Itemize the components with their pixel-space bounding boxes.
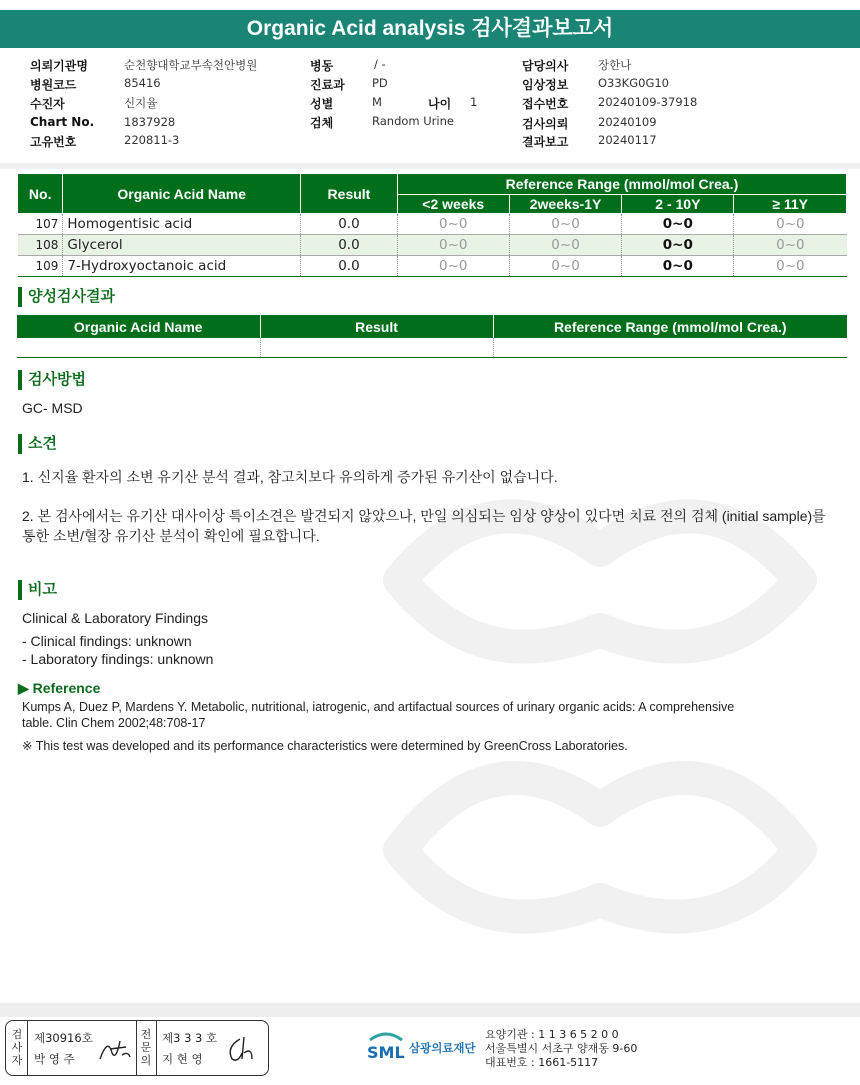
finding-2a: 2. 본 검사에서는 유기산 대사이상 특이소견은 발견되지 않았으나, 만일 의심되는 임상 양상이 있다면 치료 전의 검체 (initial sample)를 bbox=[22, 508, 826, 524]
col-ref-2w1y: 2weeks-1Y bbox=[509, 195, 622, 214]
row-ref-active: 0~0 bbox=[622, 235, 734, 256]
examiner-signature bbox=[96, 1031, 132, 1065]
examiner-no: 제30916호 bbox=[34, 1031, 93, 1045]
row-ref: 0~0 bbox=[509, 214, 622, 235]
method-text: GC- MSD bbox=[22, 400, 83, 416]
row-no: 108 bbox=[18, 235, 63, 256]
examiner-name: 박 영 주 bbox=[34, 1052, 75, 1066]
hospital-code-label: 병원코드 bbox=[30, 78, 77, 92]
divider bbox=[0, 163, 860, 169]
report-title: Organic Acid analysis 검사결과보고서 bbox=[0, 10, 860, 48]
row-result: 0.0 bbox=[301, 256, 398, 277]
sml-brand: SML bbox=[367, 1043, 405, 1062]
row-no: 109 bbox=[18, 256, 63, 277]
signature-box bbox=[5, 1020, 269, 1076]
method-title: 검사방법 bbox=[18, 370, 86, 390]
receipt-no-label: 접수번호 bbox=[522, 97, 569, 111]
results-table bbox=[17, 173, 847, 277]
sml-logo-icon bbox=[366, 1030, 406, 1064]
examiner-label-text: 검사자 bbox=[11, 1028, 23, 1067]
unique-no-label: 고유번호 bbox=[30, 135, 77, 149]
positive-table bbox=[17, 315, 847, 358]
col-ref-2-10y: 2 - 10Y bbox=[622, 195, 734, 214]
age-value: 1 bbox=[470, 95, 478, 109]
report-date-label: 결과보고 bbox=[522, 135, 569, 149]
confirmer-name: 지 현 영 bbox=[162, 1052, 203, 1066]
clinical-info-value: O33KG0G10 bbox=[598, 76, 669, 90]
table-row bbox=[18, 214, 847, 235]
divider bbox=[27, 1021, 28, 1075]
col-ref-ge11y: ≥ 11Y bbox=[734, 195, 847, 214]
findings-title: 소견 bbox=[18, 434, 57, 454]
pos-col-result: Result bbox=[260, 315, 493, 338]
ward-value: / - bbox=[374, 57, 386, 71]
examiner-label bbox=[9, 1028, 25, 1067]
patient-label: 수진자 bbox=[30, 97, 65, 111]
table-row bbox=[18, 235, 847, 256]
reference-body bbox=[22, 699, 812, 731]
positive-title: 양성검사결과 bbox=[18, 287, 115, 307]
sex-value: M bbox=[372, 95, 382, 109]
doctor-label: 담당의사 bbox=[522, 59, 569, 73]
row-ref: 0~0 bbox=[509, 235, 622, 256]
hospital-value: 순천향대학교부속천안병원 bbox=[124, 58, 258, 72]
disclaimer-note: ※ This test was developed and its performance characteristics were determined by GreenCross Laboratories. bbox=[22, 739, 628, 753]
hospital-label: 의뢰기관명 bbox=[30, 59, 88, 73]
col-result: Result bbox=[301, 174, 398, 214]
doctor-value: 장한나 bbox=[598, 58, 632, 72]
divider bbox=[136, 1021, 137, 1075]
patient-info bbox=[0, 48, 860, 164]
divider bbox=[156, 1021, 157, 1075]
chart-no-label: Chart No. bbox=[30, 115, 95, 129]
confirmer-label bbox=[138, 1028, 154, 1067]
reference-line-1: Kumps A, Duez P, Mardens Y. Metabolic, nutritional, iatrogenic, and artifactual sources of urinary organic acids: A comprehensive bbox=[22, 700, 735, 714]
reference-title: ▶ Reference bbox=[18, 680, 101, 696]
row-ref: 0~0 bbox=[397, 214, 509, 235]
row-name: Glycerol bbox=[63, 235, 301, 256]
row-result: 0.0 bbox=[301, 235, 398, 256]
department-value: PD bbox=[372, 76, 388, 90]
row-ref: 0~0 bbox=[509, 256, 622, 277]
laboratory-findings: - Laboratory findings: unknown bbox=[22, 651, 214, 667]
row-ref: 0~0 bbox=[397, 235, 509, 256]
hospital-code-value: 85416 bbox=[124, 76, 161, 90]
facility-code: 요양기관 : 1 1 3 6 5 2 0 0 bbox=[485, 1028, 619, 1041]
pos-col-name: Organic Acid Name bbox=[17, 315, 260, 338]
ward-label: 병동 bbox=[310, 59, 334, 73]
sex-label: 성별 bbox=[310, 97, 334, 111]
specimen-label: 검체 bbox=[310, 116, 334, 130]
row-ref-active: 0~0 bbox=[622, 256, 734, 277]
confirmer-signature bbox=[224, 1033, 260, 1065]
footer-info bbox=[485, 1028, 637, 1070]
row-no: 107 bbox=[18, 214, 63, 235]
request-date-label: 검사의뢰 bbox=[522, 117, 569, 131]
col-name: Organic Acid Name bbox=[63, 174, 301, 214]
org-name: 삼광의료재단 bbox=[409, 1041, 476, 1055]
confirmer-label-text: 전문의 bbox=[140, 1028, 152, 1067]
col-no: No. bbox=[18, 174, 63, 214]
reference-line-2: table. Clin Chem 2002;48:708-17 bbox=[22, 716, 206, 730]
row-ref: 0~0 bbox=[734, 235, 847, 256]
age-label: 나이 bbox=[428, 97, 452, 111]
department-label: 진료과 bbox=[310, 78, 345, 92]
finding-1: 1. 신지율 환자의 소변 유기산 분석 결과, 참고치보다 유의하게 증가된 유기산이 없습니다. bbox=[22, 469, 558, 485]
report-date-value: 20240117 bbox=[598, 133, 657, 147]
row-name: 7-Hydroxyoctanoic acid bbox=[63, 256, 301, 277]
remarks-heading: Clinical & Laboratory Findings bbox=[22, 610, 208, 626]
specimen-value: Random Urine bbox=[372, 114, 454, 128]
patient-value: 신지율 bbox=[124, 96, 158, 110]
confirmer-no: 제3 3 3 호 bbox=[162, 1031, 218, 1045]
finding-2b: 통한 소변/혈장 유기산 분석이 확인에 필요합니다. bbox=[22, 528, 320, 544]
col-ref-lt2w: <2 weeks bbox=[397, 195, 509, 214]
unique-no-value: 220811-3 bbox=[124, 133, 180, 147]
phone: 대표번호 : 1661-5117 bbox=[485, 1056, 599, 1069]
row-ref: 0~0 bbox=[397, 256, 509, 277]
clinical-findings: - Clinical findings: unknown bbox=[22, 633, 192, 649]
address: 서울특별시 서초구 양재동 9-60 bbox=[485, 1042, 638, 1055]
clinical-info-label: 임상정보 bbox=[522, 78, 569, 92]
pos-col-reference: Reference Range (mmol/mol Crea.) bbox=[493, 315, 847, 338]
receipt-no-value: 20240109-37918 bbox=[598, 95, 698, 109]
remarks-title: 비고 bbox=[18, 580, 57, 600]
table-row bbox=[17, 338, 847, 357]
row-ref: 0~0 bbox=[734, 214, 847, 235]
table-row bbox=[18, 256, 847, 277]
row-ref: 0~0 bbox=[734, 256, 847, 277]
col-reference: Reference Range (mmol/mol Crea.) bbox=[397, 174, 846, 195]
row-name: Homogentisic acid bbox=[63, 214, 301, 235]
request-date-value: 20240109 bbox=[598, 115, 657, 129]
footer-divider bbox=[0, 1003, 860, 1017]
row-result: 0.0 bbox=[301, 214, 398, 235]
chart-no-value: 1837928 bbox=[124, 115, 176, 129]
row-ref-active: 0~0 bbox=[622, 214, 734, 235]
